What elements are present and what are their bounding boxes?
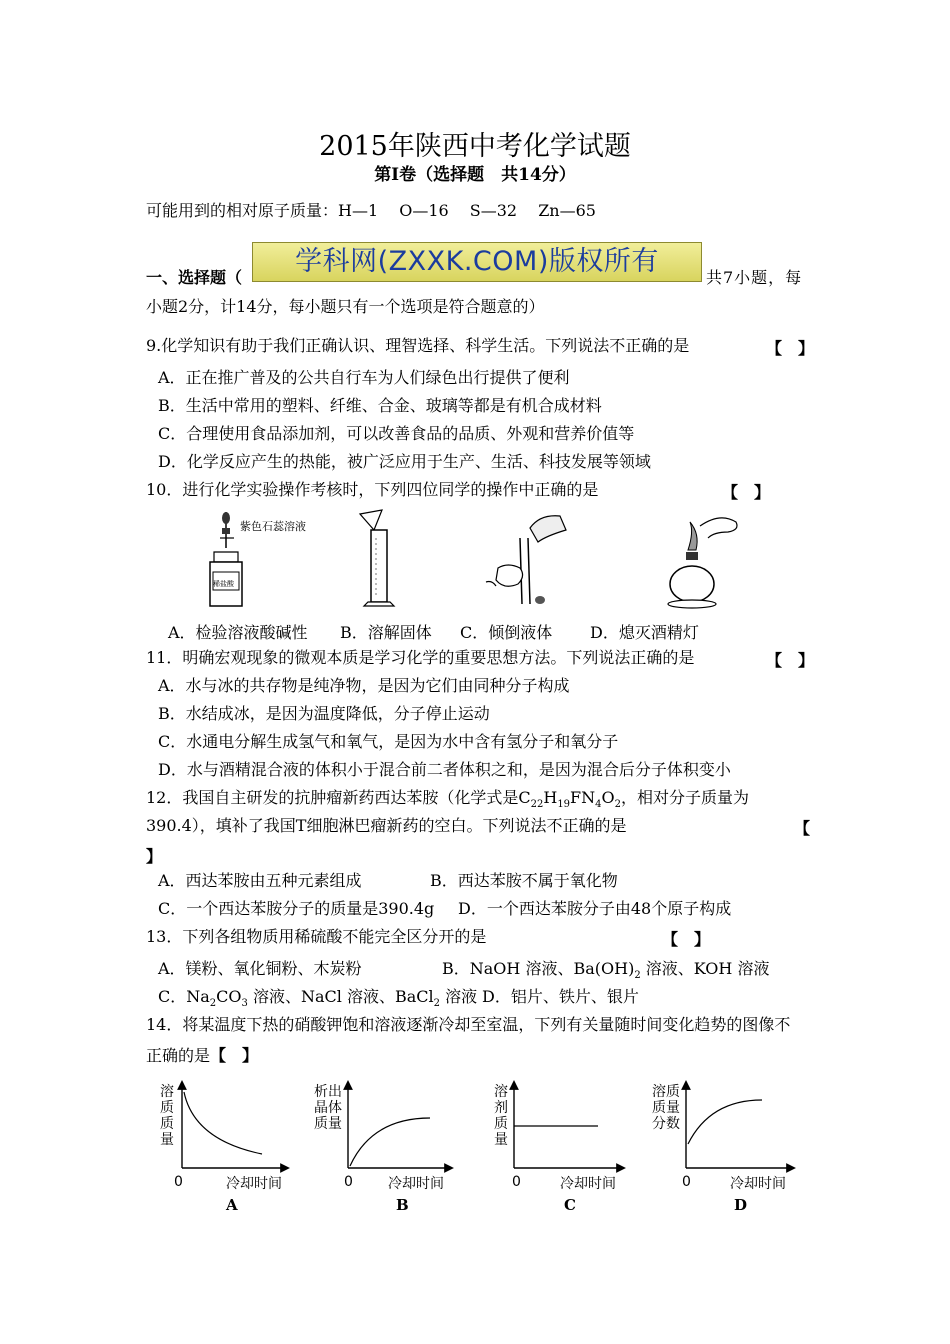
q13-option-c-part3: 溶液、NaCl 溶液、BaCl: [247, 987, 434, 1006]
graduated-cylinder-illustration: [360, 510, 394, 606]
graph-b-origin: 0: [344, 1174, 353, 1190]
formula-c: C: [518, 788, 531, 807]
section-note: 小题2分，计14分，每小题只有一个选项是符合题意的）: [146, 297, 545, 316]
graph-d-origin: 0: [682, 1174, 691, 1190]
graph-b-ylabel-3: 质量: [314, 1116, 342, 1132]
graph-b-letter: B: [396, 1196, 409, 1214]
q13-option-b-part2: 溶液、KOH 溶液: [640, 959, 770, 978]
formula-o: O: [601, 788, 615, 807]
graph-a-ylabel-2: 质: [160, 1100, 174, 1116]
q12-bracket-close: 】: [146, 847, 163, 866]
graph-c-xlabel: 冷却时间: [560, 1176, 616, 1192]
graph-a: [160, 1082, 288, 1214]
q9-option-a: A．正在推广普及的公共自行车为人们绿色出行提供了便利: [158, 368, 570, 387]
q9-option-c: C．合理使用食品添加剂，可以改善食品的品质、外观和营养价值等: [158, 424, 635, 443]
q13-option-c-part2: CO: [216, 987, 242, 1006]
q11-answer-bracket: 【 】: [766, 651, 815, 670]
q11-stem: 11．明确宏观现象的微观本质是学习化学的重要思想方法。下列说法正确的是: [146, 648, 695, 667]
q13-option-d: D．铝片、铁片、银片: [482, 987, 639, 1006]
q11-option-a: A．水与冰的共存物是纯净物，是因为它们由同种分子构成: [158, 676, 570, 695]
alcohol-lamp-illustration: [668, 518, 737, 608]
graph-b-curve: [350, 1118, 430, 1166]
q9-stem: 9.化学知识有助于我们正确认识、理智选择、科学生活。下列说法不正确的是: [146, 336, 690, 355]
q12-bracket-open: 【: [794, 819, 811, 838]
q13-option-a: A．镁粉、氧化铜粉、木炭粉: [158, 959, 362, 978]
q9-option-d: D．化学反应产生的热能，被广泛应用于生产、生活、科技发展等领域: [158, 452, 651, 471]
graph-c-ylabel-3: 质: [494, 1116, 508, 1132]
graph-c-origin: 0: [512, 1174, 521, 1190]
q12-option-c: C．一个西达苯胺分子的质量是390.4g: [158, 899, 435, 918]
graph-d-curve: [688, 1100, 762, 1144]
q13-option-b-sub1: 2: [634, 970, 641, 982]
graph-b-xlabel: 冷却时间: [388, 1176, 444, 1192]
q11-option-d: D．水与酒精混合液的体积小于混合前二者体积之和，是因为混合后分子体积变小: [158, 760, 731, 779]
graph-a-ylabel-3: 质: [160, 1116, 174, 1132]
page-title: 2015年陕西中考化学试题: [319, 131, 631, 162]
q14-stem-a: 14．将某温度下热的硝酸钾饱和溶液逐渐冷却至室温，下列有关量随时间变化趋势的图像不: [146, 1015, 791, 1034]
graph-d: [652, 1082, 794, 1214]
q12-formula: [518, 788, 622, 811]
graph-a-letter: A: [226, 1196, 238, 1214]
section-heading-tail: 共7小题，每: [706, 268, 803, 287]
q13-answer-bracket: 【 】: [662, 930, 711, 949]
q13-stem: 13．下列各组物质用稀硫酸不能完全区分开的是: [146, 927, 487, 946]
graph-d-letter: D: [734, 1196, 748, 1214]
graph-d-ylabel-2: 质量: [652, 1100, 680, 1116]
q9-answer-bracket: 【 】: [766, 339, 815, 358]
atomic-masses: 可能用到的相对原子质量：H—1 O—16 S—32 Zn—65: [146, 201, 596, 220]
graph-c: [494, 1082, 624, 1214]
formula-h: H: [543, 788, 558, 807]
q14-stem-b: 正确的是: [146, 1046, 211, 1065]
graph-b-ylabel-2: 晶体: [314, 1100, 342, 1116]
indicator-label: 紫色石蕊溶液: [240, 520, 306, 533]
q10-option-d: D．熄灭酒精灯: [590, 623, 699, 642]
q14-stem-b-line: [146, 1046, 258, 1066]
graph-a-ylabel-1: 溶: [160, 1084, 174, 1100]
graph-a-origin: 0: [174, 1174, 183, 1190]
q10-option-b: B．溶解固体: [340, 623, 432, 642]
q9-option-b: B．生活中常用的塑料、纤维、合金、玻璃等都是有机合成材料: [158, 396, 602, 415]
q14-graphs: [150, 1078, 810, 1218]
q12-stem-b: ，相对分子质量为: [621, 788, 750, 807]
q13-option-c-sub1: 2: [209, 998, 217, 1010]
formula-fn: FN: [570, 788, 596, 807]
bottle-label: 稀盐酸: [213, 580, 234, 588]
graph-a-xlabel: 冷却时间: [226, 1176, 282, 1192]
graph-b: [314, 1082, 452, 1214]
q13-option-c: [158, 987, 477, 1014]
q12-stem-a: 12．我国自主研发的抗肿瘤新药西达苯胺（化学式是: [146, 788, 519, 807]
q13-option-c-part4: 溶液: [440, 987, 478, 1006]
watermark-banner: 学科网(ZXXK.COM)版权所有: [252, 242, 702, 282]
q10-stem: 10．进行化学实验操作考核时，下列四位同学的操作中正确的是: [146, 480, 599, 499]
q12-option-d: D．一个西达苯胺分子由48个原子构成: [458, 899, 732, 918]
formula-n-sub: 4: [595, 799, 602, 811]
q11-option-c: C．水通电分解生成氢气和氧气，是因为水中含有氢分子和氧分子: [158, 732, 619, 751]
q10-option-a: A．检验溶液酸碱性: [168, 623, 308, 642]
formula-o-sub: 2: [614, 799, 622, 811]
dropper-bottle-illustration: [210, 512, 306, 606]
q12-option-a: A．西达苯胺由五种元素组成: [158, 871, 362, 890]
formula-h-sub: 19: [557, 799, 571, 811]
formula-c-sub: 22: [530, 799, 544, 811]
q13-option-b: [442, 959, 769, 986]
graph-d-ylabel-1: 溶质: [652, 1084, 680, 1100]
section-heading: 一、选择题（: [146, 268, 243, 287]
graph-a-curve: [184, 1092, 262, 1154]
graph-c-ylabel-1: 溶: [494, 1084, 508, 1100]
pouring-liquid-illustration: [486, 516, 566, 604]
graph-b-ylabel-1: 析出: [314, 1084, 342, 1100]
q10-answer-bracket: 【 】: [722, 483, 771, 502]
q10-illustrations: [200, 508, 760, 613]
q14-answer-bracket: 【 】: [210, 1046, 259, 1065]
graph-d-ylabel-3: 分数: [652, 1116, 680, 1132]
q13-option-c-sub2: 3: [241, 998, 248, 1010]
q12-option-b: B．西达苯胺不属于氧化物: [430, 871, 618, 890]
graph-d-xlabel: 冷却时间: [730, 1176, 786, 1192]
graph-c-ylabel-2: 剂: [494, 1100, 508, 1116]
q13-option-b-part1: B．NaOH 溶液、Ba(OH): [442, 959, 635, 978]
graph-a-ylabel-4: 量: [160, 1132, 174, 1148]
graph-c-ylabel-4: 量: [494, 1132, 508, 1148]
q11-option-b: B．水结成冰，是因为温度降低，分子停止运动: [158, 704, 490, 723]
q12-stem-line1: [146, 788, 749, 815]
graph-c-letter: C: [564, 1196, 576, 1214]
q13-option-c-part1: C．Na: [158, 987, 210, 1006]
q10-option-c: C．倾倒液体: [460, 623, 553, 642]
q12-stem-c: 390.4），填补了我国T细胞淋巴瘤新药的空白。下列说法不正确的是: [146, 816, 627, 835]
q13-option-c-sub3: 2: [433, 998, 441, 1010]
section-subtitle: 第Ⅰ卷（选择题 共14分）: [374, 165, 576, 185]
